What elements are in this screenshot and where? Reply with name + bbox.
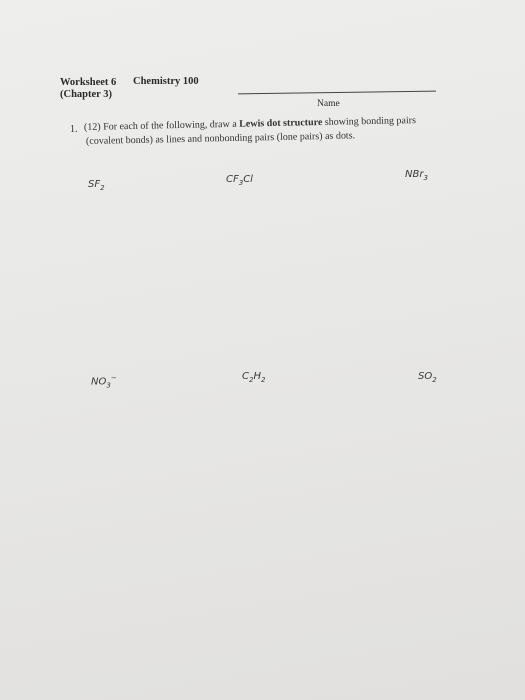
question-bold-term: Lewis dot structure [239, 117, 323, 130]
name-line [238, 91, 436, 95]
chapter-label: (Chapter 3) [60, 89, 113, 100]
name-label: Name [317, 99, 340, 109]
molecule-sf2: $SF_2$ [88, 179, 105, 192]
question-number: 1. [70, 124, 78, 135]
molecule-c2h2: $C_2H_2$ [242, 371, 266, 384]
course-title: Chemistry 100 [133, 76, 199, 87]
question-line-1 [84, 115, 416, 133]
question-text-a: For each of the following, draw a [103, 118, 237, 133]
question-text-b: showing bonding pairs [324, 115, 417, 128]
molecule-cf3cl: $CF_3Cl$ [226, 174, 253, 187]
molecule-nbr3: NBr$_3$ [405, 169, 428, 182]
molecule-no3-minus: $NO_3^-$ [91, 374, 117, 390]
question-points: (12) [83, 121, 101, 133]
worksheet-title: Worksheet 6 [60, 77, 117, 88]
question-line-2: (covalent bonds) as lines and nonbonding pairs (lone pairs) as dots. [85, 130, 356, 147]
molecule-so2: $SO_2$ [418, 371, 437, 384]
